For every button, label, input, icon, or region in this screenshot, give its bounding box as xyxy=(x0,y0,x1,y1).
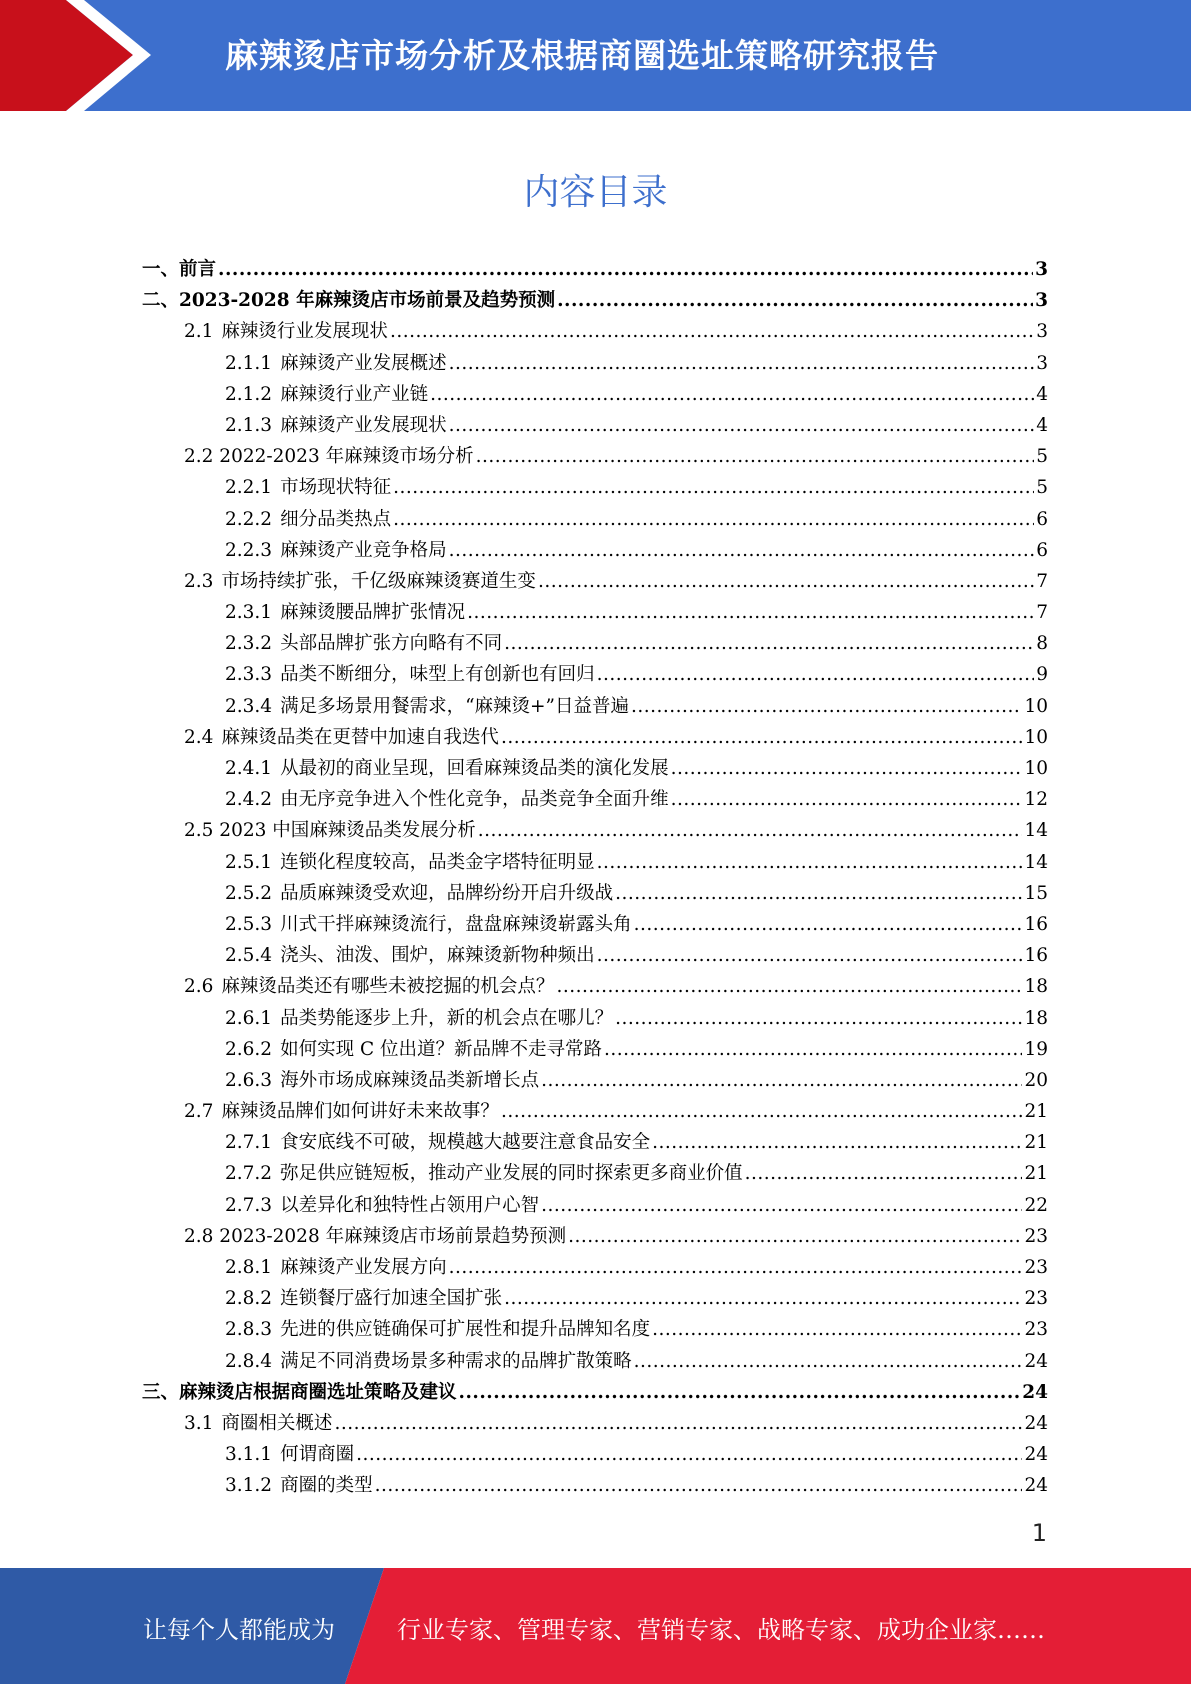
toc-dot-leader xyxy=(671,758,1023,779)
toc-dot-leader xyxy=(390,321,1034,342)
toc-entry[interactable] xyxy=(142,848,1048,879)
toc-entry-title: 头部品牌扩张方向略有不同 xyxy=(280,633,503,655)
toc-entry-page: 10 xyxy=(1024,758,1048,779)
toc-entry[interactable] xyxy=(142,1378,1048,1409)
toc-entry-number: 2.4.1 xyxy=(225,758,273,779)
toc-entry-page: 4 xyxy=(1036,414,1048,436)
toc-entry-title: 麻辣烫行业产业链 xyxy=(280,383,429,405)
toc-entry[interactable] xyxy=(142,317,1048,348)
toc-entry-title: 麻辣烫品类在更替中加速自我迭代 xyxy=(221,726,499,748)
toc-entry-title: 三、麻辣烫店根据商圈选址策略及建议 xyxy=(142,1381,457,1403)
toc-entry[interactable] xyxy=(142,1471,1048,1502)
toc-entry-number: 2.8.2 xyxy=(225,1288,273,1310)
toc-entry-number: 2.6 xyxy=(184,976,214,998)
toc-entry-number: 2.5.1 xyxy=(225,851,273,873)
toc-entry[interactable] xyxy=(142,505,1048,536)
footer-tagline: 行业专家、管理专家、营销专家、战略专家、成功企业家…… xyxy=(397,1616,1045,1644)
toc-entry[interactable] xyxy=(142,1347,1048,1378)
toc-entry-title: 2.2 2022-2023 年麻辣烫市场分析 xyxy=(184,446,474,468)
toc-entry[interactable] xyxy=(142,816,1048,847)
toc-dot-leader xyxy=(218,259,1033,280)
toc-entry[interactable] xyxy=(142,536,1048,567)
toc-dot-leader xyxy=(501,727,1023,748)
toc-entry-title: 浇头、油泼、围炉，麻辣烫新物种频出 xyxy=(280,945,595,967)
toc-heading: 内容目录 xyxy=(523,172,668,213)
toc-entry-number: 2.4.2 xyxy=(225,789,273,811)
toc-entry[interactable] xyxy=(142,1066,1048,1097)
toc-entry[interactable] xyxy=(142,1097,1048,1128)
toc-entry[interactable] xyxy=(142,1159,1048,1190)
toc-dot-leader xyxy=(597,852,1023,873)
toc-dot-leader xyxy=(745,1163,1023,1184)
toc-entry-number: 2.7.3 xyxy=(225,1194,273,1216)
toc-entry-page: 3 xyxy=(1035,290,1048,312)
toc-entry-page: 12 xyxy=(1024,789,1048,811)
toc-entry[interactable] xyxy=(142,380,1048,411)
toc-entry[interactable] xyxy=(142,598,1048,629)
toc-entry-number: 2.3.1 xyxy=(225,602,273,624)
toc-entry-number: 2.1.2 xyxy=(225,383,273,405)
toc-entry-title: 麻辣烫产业竞争格局 xyxy=(280,539,447,561)
toc-entry-page: 5 xyxy=(1036,446,1048,468)
toc-entry-number: 2.1.3 xyxy=(225,414,273,436)
toc-entry-title: 麻辣烫品类还有哪些未被挖掘的机会点？ xyxy=(221,976,555,998)
toc-entry[interactable] xyxy=(142,692,1048,723)
toc-entry-page: 24 xyxy=(1024,1444,1048,1466)
toc-entry-title: 连锁化程度较高，品类金字塔特征明显 xyxy=(280,851,595,873)
toc-entry[interactable] xyxy=(142,1284,1048,1315)
toc-entry[interactable] xyxy=(142,1004,1048,1035)
toc-entry-title: 细分品类热点 xyxy=(280,508,392,530)
toc-entry[interactable] xyxy=(142,660,1048,691)
toc-entry[interactable] xyxy=(142,941,1048,972)
toc-entry-number: 2.7.2 xyxy=(225,1163,273,1185)
toc-entry[interactable] xyxy=(142,629,1048,660)
toc-entry-number: 2.7.1 xyxy=(225,1132,273,1154)
toc-entry[interactable] xyxy=(142,1409,1048,1440)
toc-entry-number: 2.5.4 xyxy=(225,945,273,967)
toc-dot-leader xyxy=(556,976,1022,997)
toc-entry-title: 由无序竞争进入个性化竞争，品类竞争全面升维 xyxy=(280,789,669,811)
toc-entry-number: 2.2.3 xyxy=(225,539,273,561)
toc-dot-leader xyxy=(541,1070,1022,1091)
toc-entry-page: 10 xyxy=(1024,695,1048,717)
toc-dot-leader xyxy=(504,1288,1022,1309)
toc-entry-page: 15 xyxy=(1024,882,1048,904)
toc-entry[interactable] xyxy=(142,1191,1048,1222)
toc-dot-leader xyxy=(538,571,1034,592)
toc-entry-title: 海外市场成麻辣烫品类新增长点 xyxy=(280,1069,540,1091)
toc-entry-title: 川式干拌麻辣烫流行，盘盘麻辣烫崭露头角 xyxy=(280,913,632,935)
toc-dot-leader xyxy=(449,540,1035,561)
toc-entry[interactable] xyxy=(142,754,1048,785)
toc-entry-title: 满足不同消费场景多种需求的品牌扩散策略 xyxy=(280,1350,632,1372)
toc-entry-number: 2.5.2 xyxy=(225,882,273,904)
toc-dot-leader xyxy=(597,945,1023,966)
table-of-contents xyxy=(142,255,1048,1503)
toc-entry-page: 23 xyxy=(1024,1288,1048,1310)
toc-entry[interactable] xyxy=(142,1035,1048,1066)
toc-dot-leader xyxy=(615,883,1022,904)
toc-entry-title: 从最初的商业呈现，回看麻辣烫品类的演化发展 xyxy=(280,758,669,779)
toc-entry[interactable] xyxy=(142,411,1048,442)
toc-entry-number: 2.8.4 xyxy=(225,1350,273,1372)
toc-entry[interactable] xyxy=(142,723,1048,754)
toc-entry-title: 品类不断细分，味型上有创新也有回归 xyxy=(280,664,595,686)
toc-entry-number: 3.1 xyxy=(184,1412,214,1434)
toc-entry-title: 商圈的类型 xyxy=(280,1475,373,1497)
toc-entry-number: 2.6.1 xyxy=(225,1007,273,1029)
toc-dot-leader xyxy=(568,1226,1022,1247)
toc-entry-number: 2.2.2 xyxy=(225,508,273,530)
toc-entry-number: 2.3.4 xyxy=(225,695,273,717)
toc-entry[interactable] xyxy=(142,1128,1048,1159)
toc-entry-title: 麻辣烫行业发展现状 xyxy=(221,321,388,343)
toc-dot-leader xyxy=(356,1444,1022,1465)
toc-entry[interactable] xyxy=(142,879,1048,910)
toc-entry[interactable] xyxy=(142,910,1048,941)
toc-entry-page: 9 xyxy=(1036,664,1048,686)
toc-entry-number: 2.2.1 xyxy=(225,477,273,499)
report-footer xyxy=(0,1568,1191,1684)
toc-entry-page: 3 xyxy=(1036,352,1048,374)
toc-entry-page: 4 xyxy=(1036,383,1048,405)
toc-entry-title: 品类势能逐步上升，新的机会点在哪儿？ xyxy=(280,1007,614,1029)
toc-entry-number: 2.5.3 xyxy=(225,913,273,935)
toc-entry-page: 24 xyxy=(1024,1475,1048,1497)
toc-dot-leader xyxy=(652,1132,1022,1153)
report-header xyxy=(0,0,1191,111)
toc-entry-title: 麻辣烫品牌们如何讲好未来故事？ xyxy=(221,1101,499,1123)
toc-dot-leader xyxy=(430,384,1034,405)
toc-dot-leader xyxy=(476,446,1035,467)
toc-entry-title: 商圈相关概述 xyxy=(221,1412,333,1434)
toc-entry-title: 品质麻辣烫受欢迎，品牌纷纷开启升级战 xyxy=(280,882,614,904)
toc-entry-page: 23 xyxy=(1024,1319,1048,1341)
toc-entry-page: 21 xyxy=(1024,1132,1048,1154)
toc-entry-number: 2.3 xyxy=(184,570,214,592)
toc-entry[interactable] xyxy=(142,785,1048,816)
toc-dot-leader xyxy=(393,477,1034,498)
toc-entry[interactable] xyxy=(142,442,1048,473)
toc-entry-page: 19 xyxy=(1024,1038,1048,1060)
toc-dot-leader xyxy=(541,1195,1022,1216)
toc-dot-leader xyxy=(615,1008,1022,1029)
toc-entry-title: 2.5 2023 中国麻辣烫品类发展分析 xyxy=(184,820,476,842)
toc-entry-page: 24 xyxy=(1024,1350,1048,1372)
toc-entry-page: 23 xyxy=(1024,1257,1048,1278)
toc-entry[interactable] xyxy=(142,1315,1048,1346)
toc-entry-title: 2.8 2023-2028 年麻辣烫店市场前景趋势预测 xyxy=(184,1225,567,1247)
toc-entry-title: 弥足供应链短板，推动产业发展的同时探索更多商业价值 xyxy=(280,1163,743,1185)
toc-entry-page: 16 xyxy=(1024,945,1048,967)
toc-dot-leader xyxy=(449,1257,1023,1278)
toc-entry-number: 3.1.2 xyxy=(225,1475,273,1497)
toc-entry[interactable] xyxy=(142,972,1048,1003)
toc-dot-leader xyxy=(334,1413,1022,1434)
toc-entry-page: 10 xyxy=(1024,726,1048,748)
toc-entry-title: 连锁餐厅盛行加速全国扩张 xyxy=(280,1288,503,1310)
toc-entry-number: 2.6.2 xyxy=(225,1038,273,1060)
toc-entry-title: 市场现状特征 xyxy=(280,477,392,499)
toc-entry-page: 24 xyxy=(1022,1381,1048,1403)
toc-dot-leader xyxy=(467,602,1034,623)
toc-entry-title: 以差异化和独特性占领用户心智 xyxy=(280,1194,540,1216)
toc-dot-leader xyxy=(501,1101,1023,1122)
toc-entry[interactable] xyxy=(142,1440,1048,1471)
toc-dot-leader xyxy=(449,415,1035,436)
toc-entry-page: 7 xyxy=(1036,602,1048,624)
toc-dot-leader xyxy=(557,290,1033,311)
toc-entry-page: 21 xyxy=(1024,1101,1048,1123)
toc-entry[interactable] xyxy=(142,1222,1048,1253)
toc-entry[interactable] xyxy=(142,473,1048,504)
toc-entry-page: 14 xyxy=(1024,851,1048,873)
toc-dot-leader xyxy=(634,1351,1023,1372)
toc-entry-title: 何谓商圈 xyxy=(280,1444,355,1466)
toc-entry-page: 3 xyxy=(1035,259,1048,280)
footer-slogan: 让每个人都能成为 xyxy=(143,1616,335,1644)
toc-dot-leader xyxy=(652,1319,1022,1340)
toc-entry-title: 一、前言 xyxy=(142,259,217,280)
toc-entry-page: 20 xyxy=(1024,1069,1048,1091)
toc-entry-number: 2.7 xyxy=(184,1101,214,1123)
toc-entry-page: 6 xyxy=(1036,508,1048,530)
toc-entry-number: 2.8.3 xyxy=(225,1319,273,1341)
toc-entry-page: 6 xyxy=(1036,539,1048,561)
toc-entry-title: 二、2023-2028 年麻辣烫店市场前景及趋势预测 xyxy=(142,290,556,312)
toc-entry[interactable] xyxy=(142,286,1048,317)
toc-dot-leader xyxy=(504,633,1034,654)
toc-entry-title: 麻辣烫腰品牌扩张情况 xyxy=(280,602,466,624)
toc-dot-leader xyxy=(597,664,1035,685)
toc-entry-page: 14 xyxy=(1024,820,1048,842)
toc-entry-page: 5 xyxy=(1036,477,1048,499)
toc-entry-page: 24 xyxy=(1024,1412,1048,1434)
toc-dot-leader xyxy=(478,820,1023,841)
toc-entry-number: 2.3.3 xyxy=(225,664,273,686)
toc-entry-page: 18 xyxy=(1024,1007,1048,1029)
toc-entry-page: 16 xyxy=(1024,913,1048,935)
toc-entry-number: 2.1.1 xyxy=(225,352,273,374)
toc-entry[interactable] xyxy=(142,567,1048,598)
page-number: 1 xyxy=(1031,1519,1047,1547)
toc-dot-leader xyxy=(631,696,1022,717)
toc-entry-title: 满足多场景用餐需求，“麻辣烫+”日益普遍 xyxy=(280,695,629,717)
toc-dot-leader xyxy=(449,353,1035,374)
toc-entry-page: 22 xyxy=(1024,1194,1048,1216)
toc-entry-title: 市场持续扩张，千亿级麻辣烫赛道生变 xyxy=(221,570,536,592)
toc-entry-title: 麻辣烫产业发展现状 xyxy=(280,414,447,436)
toc-entry-title: 麻辣烫产业发展方向 xyxy=(280,1257,447,1278)
toc-dot-leader xyxy=(671,789,1023,810)
toc-dot-leader xyxy=(375,1475,1023,1496)
toc-entry[interactable] xyxy=(142,349,1048,380)
toc-entry-title: 先进的供应链确保可扩展性和提升品牌知名度 xyxy=(280,1319,651,1341)
toc-entry-number: 2.1 xyxy=(184,321,214,343)
toc-entry-page: 18 xyxy=(1024,976,1048,998)
toc-entry-number: 3.1.1 xyxy=(225,1444,273,1466)
toc-dot-leader xyxy=(604,1039,1022,1060)
toc-entry-title: 如何实现 C 位出道？新品牌不走寻常路 xyxy=(280,1038,602,1060)
toc-entry[interactable] xyxy=(142,1253,1048,1284)
toc-entry-number: 2.3.2 xyxy=(225,633,273,655)
toc-entry-title: 麻辣烫产业发展概述 xyxy=(280,352,447,374)
toc-dot-leader xyxy=(459,1382,1021,1403)
toc-entry-page: 23 xyxy=(1024,1225,1048,1247)
toc-entry-title: 食安底线不可破，规模越大越要注意食品安全 xyxy=(280,1132,651,1154)
toc-entry-page: 3 xyxy=(1036,321,1048,343)
toc-entry-number: 2.6.3 xyxy=(225,1069,273,1091)
toc-entry-page: 21 xyxy=(1024,1163,1048,1185)
toc-dot-leader xyxy=(393,509,1034,530)
toc-dot-leader xyxy=(634,914,1023,935)
toc-entry-number: 2.8.1 xyxy=(225,1257,273,1278)
toc-entry-page: 8 xyxy=(1036,633,1048,655)
toc-entry-page: 7 xyxy=(1036,570,1048,592)
toc-entry[interactable] xyxy=(142,255,1048,286)
toc-entry-number: 2.4 xyxy=(184,726,214,748)
report-title: 麻辣烫店市场分析及根据商圈选址策略研究报告 xyxy=(225,36,939,75)
